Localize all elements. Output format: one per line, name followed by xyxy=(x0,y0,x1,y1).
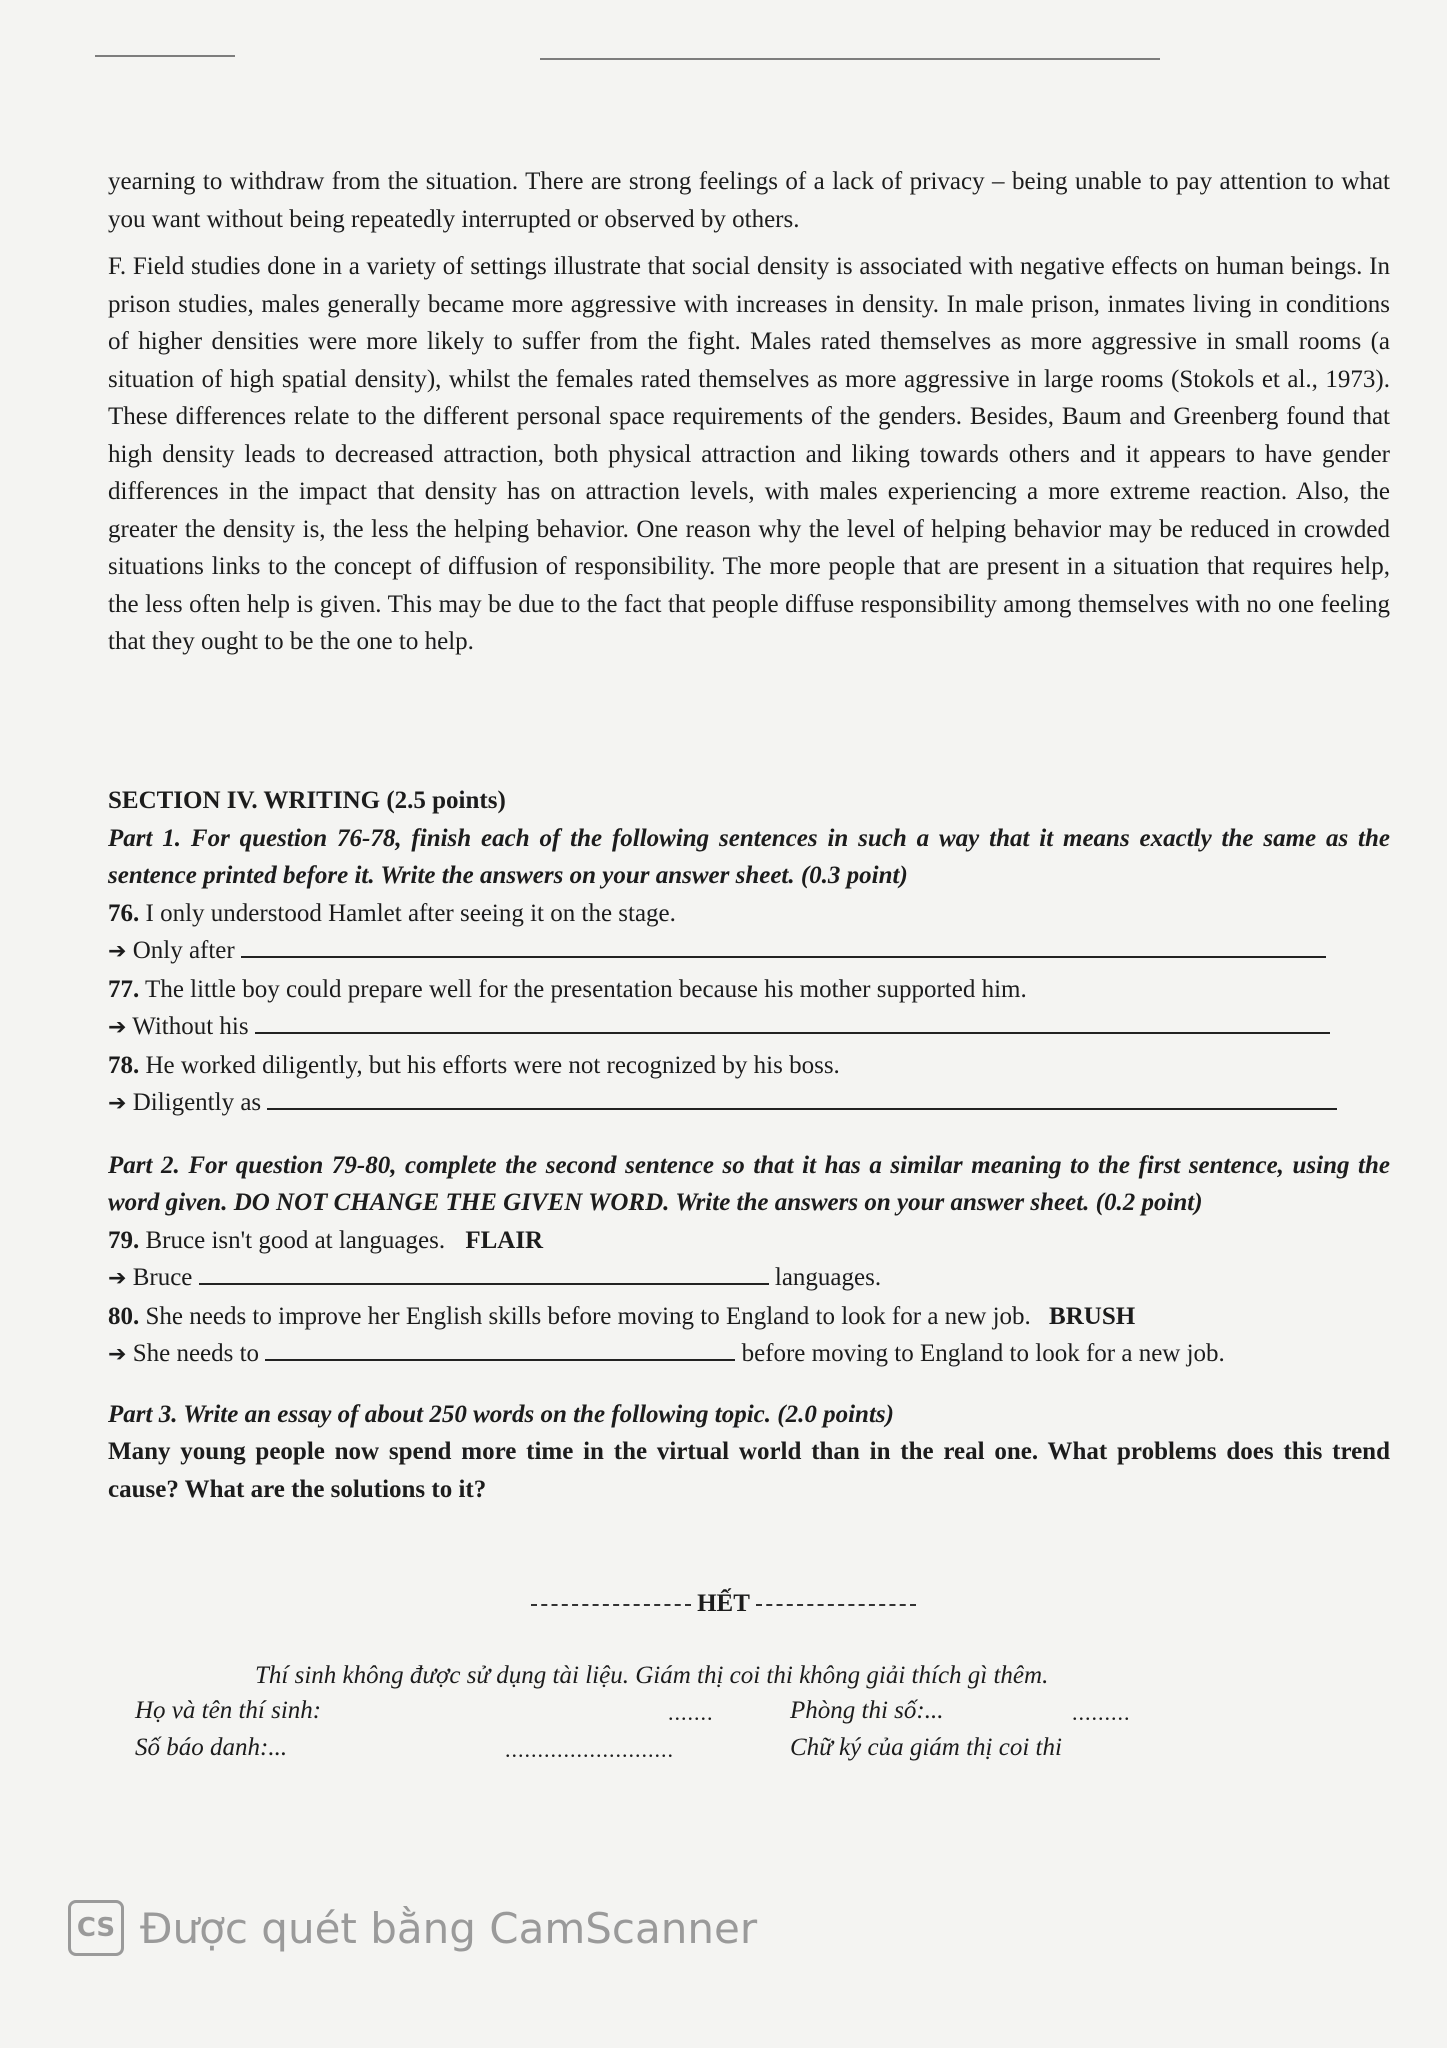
passage xyxy=(108,163,1390,661)
part1-instructions: Part 1. For question 76-78, finish each of the following sentences in such a way that it means exactly the same as the sentence printed before it. Write the answers on your answer sheet. (0.3 point) xyxy=(108,824,1390,889)
divider xyxy=(756,1604,916,1606)
part2-instructions: Part 2. For question 79-80, complete the second sentence so that it has a similar meaning to the first sentence, using the word given. DO NOT CHANGE THE GIVEN WORD. Write the answers on your answer sheet. (0.2 point) xyxy=(108,1151,1390,1216)
answer-prompt: Only after xyxy=(132,937,235,964)
right-arrow-icon: ➔ xyxy=(108,1091,127,1116)
watermark-text: Được quét bằng CamScanner xyxy=(140,1903,758,1953)
answer-prompt: She needs to xyxy=(132,1340,260,1367)
answer-ending: before moving to England to look for a new job. xyxy=(741,1340,1225,1367)
part3-instructions: Part 3. Write an essay of about 250 words on the following topic. (2.0 points) xyxy=(108,1400,894,1428)
question-80 xyxy=(108,1298,1390,1336)
end-label: HẾT xyxy=(697,1590,750,1617)
question-text: The little boy could prepare well for the presentation because his mother supported him. xyxy=(139,975,1027,1003)
candidate-name-dots: ....... xyxy=(668,1700,714,1725)
question-number: 80. xyxy=(108,1302,140,1330)
answer-line-78 xyxy=(267,1086,1337,1110)
question-79 xyxy=(108,1222,1390,1260)
question-text: Bruce isn't good at languages. xyxy=(139,1226,446,1254)
candidate-name-label: Họ và tên thí sinh: xyxy=(135,1697,322,1724)
essay-topic: Many young people now spend more time in the virtual world than in the real one. What problems does this trend cause? What are the solutions to it? xyxy=(108,1438,1390,1503)
room-number-dots: ......... xyxy=(1072,1700,1131,1725)
answer-prompt: Diligently as xyxy=(132,1089,262,1116)
given-word: FLAIR xyxy=(465,1226,544,1254)
answer-line-76 xyxy=(241,934,1326,958)
footer-note: Thí sinh không được sử dụng tài liệu. Giám thị coi thi không giải thích gì thêm. xyxy=(255,1662,1049,1689)
question-78 xyxy=(108,1047,1390,1085)
answer-ending: languages. xyxy=(774,1264,882,1291)
top-rule-right xyxy=(540,58,1160,60)
question-number: 76. xyxy=(108,899,140,927)
answer-79 xyxy=(108,1259,1390,1298)
question-text: He worked diligently, but his efforts were not recognized by his boss. xyxy=(139,1051,840,1079)
question-text: She needs to improve her English skills before moving to England to look for a new job. xyxy=(139,1302,1031,1330)
question-77 xyxy=(108,971,1390,1009)
writing-section xyxy=(108,782,1390,1508)
camscanner-watermark xyxy=(68,1900,757,1956)
answer-80 xyxy=(108,1335,1390,1374)
answer-77 xyxy=(108,1008,1390,1047)
room-number-label: Phòng thi số:... xyxy=(790,1697,944,1724)
divider xyxy=(531,1604,691,1606)
right-arrow-icon: ➔ xyxy=(108,939,127,964)
answer-prompt: Bruce xyxy=(132,1264,193,1291)
camscanner-logo: CS xyxy=(68,1900,124,1956)
answer-line-79 xyxy=(199,1261,769,1285)
answer-78 xyxy=(108,1084,1390,1123)
answer-prompt: Without his xyxy=(132,1013,249,1040)
question-number: 78. xyxy=(108,1051,140,1079)
candidate-id-dots: .......................... xyxy=(505,1737,674,1762)
end-marker xyxy=(0,1590,1447,1618)
answer-line-77 xyxy=(255,1010,1330,1034)
right-arrow-icon: ➔ xyxy=(108,1342,127,1367)
question-number: 79. xyxy=(108,1226,140,1254)
candidate-id-label: Số báo danh:... xyxy=(135,1734,288,1761)
question-text: I only understood Hamlet after seeing it on the stage. xyxy=(139,899,676,927)
invigilator-signature-label: Chữ ký của giám thị coi thi xyxy=(790,1734,1062,1761)
answer-76 xyxy=(108,932,1390,971)
question-76 xyxy=(108,895,1390,933)
right-arrow-icon: ➔ xyxy=(108,1015,127,1040)
right-arrow-icon: ➔ xyxy=(108,1266,127,1291)
top-rule-left xyxy=(95,55,235,57)
section-title: SECTION IV. WRITING (2.5 points) xyxy=(108,787,506,814)
answer-line-80 xyxy=(265,1337,735,1361)
passage-continuation: yearning to withdraw from the situation. There are strong feelings of a lack of privacy – being unable to pay attention to what you want without being repeatedly interrupted or observed by others. xyxy=(108,168,1390,233)
question-number: 77. xyxy=(108,975,140,1003)
passage-paragraph-f: F. Field studies done in a variety of settings illustrate that social density is associated with negative effects on human beings. In prison studies, males generally became more aggressive with increases in density. In male prison, inmates living in conditions of higher densities were more likely to suffer from the fight. Males rated themselves as more aggressive in small rooms (a situation of high spatial density), whilst the females rated themselves as more aggressive in large rooms (Stokols et al., 1973). These differences relate to the different personal space requirements of the genders. Besides, Baum and Greenberg found that high density leads to decreased attraction, both physical attraction and liking towards others and it appears to have gender differences in the impact that density has on attraction levels, with males experiencing a more extreme reaction. Also, the greater the density is, the less the helping behavior. One reason why the level of helping behavior may be reduced in crowded situations links to the concept of diffusion of responsibility. The more people that are present in a situation that requires help, the less often help is given. This may be due to the fact that people diffuse responsibility among themselves with no one feeling that they ought to be the one to help. xyxy=(108,253,1390,655)
given-word: BRUSH xyxy=(1049,1302,1136,1330)
